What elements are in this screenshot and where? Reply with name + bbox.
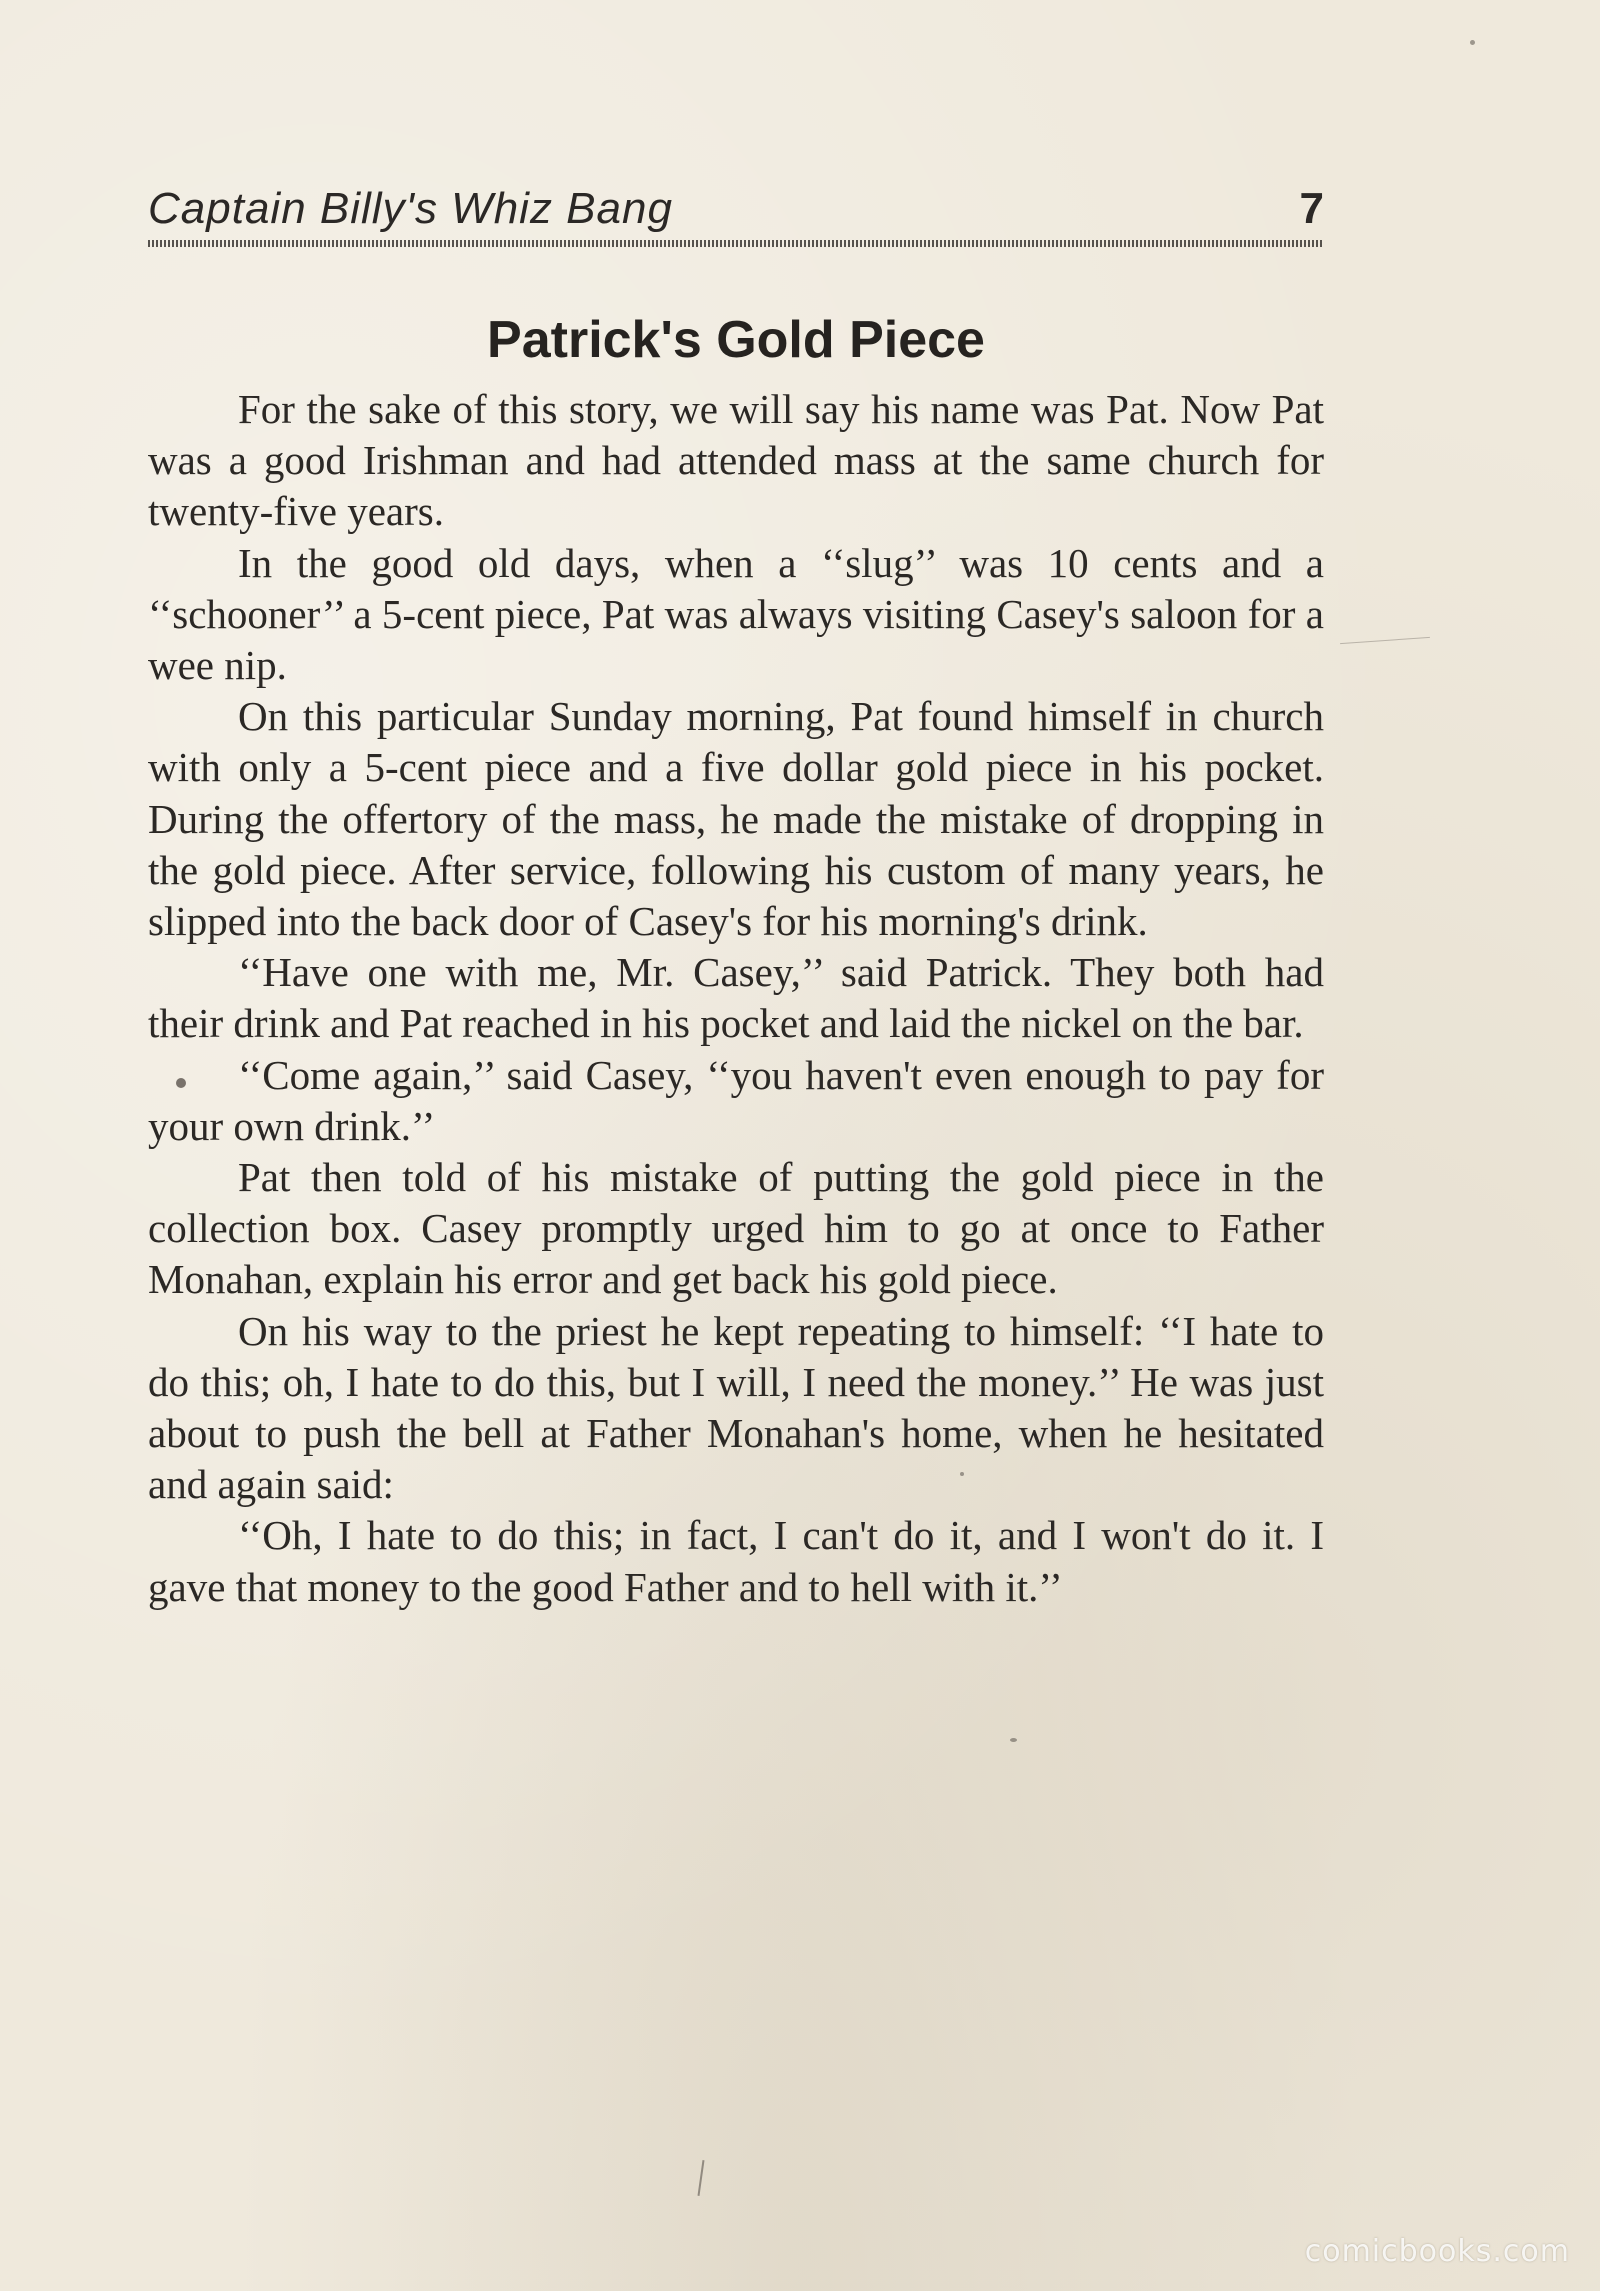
paper-speck (960, 1472, 964, 1476)
story-paragraph: On this particular Sunday morning, Pat found himself in church with only a 5-cent piece and a five dollar gold piece in his pocket. During the offertory of the mass, he made the mistake of dropping in the gold piece. After service, following his custom of many years, he slipped into the back door of Casey's for his morning's drink. (148, 693, 1324, 945)
story-paragraph: ‘‘Oh, I hate to do this; in fact, I can't do it, and I won't do it. I gave that money to the good Father and to hell with it.’’ (148, 1512, 1324, 1610)
story-paragraph: For the sake of this story, we will say his name was Pat. Now Pat was a good Irishman and had attended mass at the same church for twenty-five years. (148, 386, 1324, 535)
header-rule (148, 240, 1324, 247)
story-paragraph: On his way to the priest he kept repeating to himself: ‘‘I hate to do this; oh, I hate to do this, but I will, I need the money.’’ He was just about to push the bell at Father Monahan's home, when he hesitated and again said: (148, 1307, 1324, 1508)
paper-speck (176, 1078, 186, 1088)
story-paragraph: In the good old days, when a ‘‘slug’’ was 10 cents and a ‘‘schooner’’ a 5-cent piece, Pat was always visiting Casey's saloon for a wee nip. (148, 539, 1324, 689)
paper-speck (1010, 1738, 1017, 1742)
story-body (148, 384, 1324, 1613)
running-header (148, 184, 1324, 244)
publication-title: Captain Billy's Whiz Bang (148, 184, 673, 233)
page-number: 7 (1299, 184, 1324, 233)
story-paragraph: ‘‘Have one with me, Mr. Casey,’’ said Patrick. They both had their drink and Pat reached in his pocket and laid the nickel on the bar. (148, 949, 1324, 1047)
story-title: Patrick's Gold Piece (487, 311, 985, 369)
story-paragraph: Pat then told of his mistake of putting the gold piece in the collection box. Casey promptly urged him to go at once to Father Monahan, explain his error and get back his gold piece. (148, 1154, 1324, 1303)
paper-speck (1470, 40, 1475, 45)
paper-mark (1340, 637, 1430, 644)
paper-mark (698, 2160, 705, 2196)
watermark: comicbooks.com (1304, 2234, 1570, 2269)
story-paragraph: ‘‘Come again,’’ said Casey, ‘‘you haven't even enough to pay for your own drink.’’ (148, 1051, 1324, 1149)
